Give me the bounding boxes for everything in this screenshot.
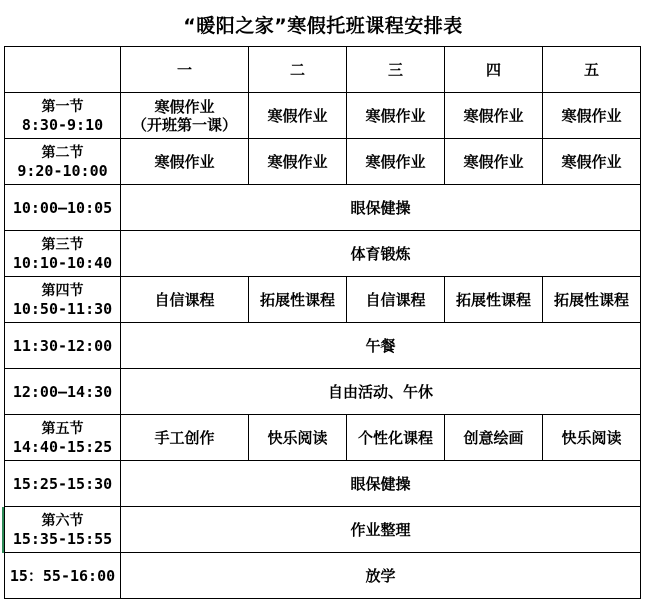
course-cell[interactable]: 拓展性课程 [445, 277, 543, 323]
course-cell[interactable]: 拓展性课程 [543, 277, 641, 323]
course-cell[interactable]: 快乐阅读 [249, 415, 347, 461]
course-cell[interactable]: 自信课程 [347, 277, 445, 323]
selected-cell-indicator [2, 507, 4, 553]
course-cell[interactable]: 寒假作业 [347, 139, 445, 185]
course-cell[interactable]: 手工创作 [121, 415, 249, 461]
table-row [5, 277, 641, 323]
time-range: 9:20-10:00 [17, 161, 108, 180]
course-cell[interactable]: 寒假作业 [543, 93, 641, 139]
time-cell[interactable] [5, 415, 121, 461]
course-cell[interactable]: 快乐阅读 [543, 415, 641, 461]
time-range: 10:50-11:30 [12, 299, 113, 318]
course-cell[interactable]: 寒假作业 [347, 93, 445, 139]
merged-activity-cell[interactable]: 午餐 [121, 323, 641, 369]
table-title: “暖阳之家”寒假托班课程安排表 [183, 15, 463, 37]
period-label: 第二节 [41, 144, 84, 161]
period-label: 第六节 [41, 512, 84, 529]
time-range: 15:35-15:55 [12, 529, 113, 548]
time-range: 12:00—14:30 [12, 382, 113, 401]
merged-activity-cell[interactable]: 放学 [121, 553, 641, 599]
time-range: 15:25-15:30 [12, 474, 113, 493]
time-range: 10:10-10:40 [12, 253, 113, 272]
merged-activity-cell[interactable]: 自由活动、午休 [121, 369, 641, 415]
course-cell[interactable]: 寒假作业 [249, 93, 347, 139]
merged-activity-cell[interactable]: 体育锻炼 [121, 231, 641, 277]
schedule-table [4, 46, 641, 599]
period-label: 第三节 [41, 236, 84, 253]
time-cell[interactable] [5, 93, 121, 139]
course-cell[interactable]: 拓展性课程 [249, 277, 347, 323]
table-row [5, 139, 641, 185]
time-cell[interactable] [5, 461, 121, 507]
day-header-thu[interactable]: 四 [445, 47, 543, 93]
period-label: 第四节 [41, 282, 84, 299]
header-row [5, 47, 641, 93]
corner-cell[interactable] [5, 47, 121, 93]
course-cell[interactable] [121, 93, 249, 139]
table-row [5, 93, 641, 139]
day-header-fri[interactable]: 五 [543, 47, 641, 93]
time-range: 11:30-12:00 [12, 336, 113, 355]
table-row [5, 507, 641, 553]
merged-activity-cell[interactable]: 作业整理 [121, 507, 641, 553]
time-range: 10:00—10:05 [12, 198, 113, 217]
time-range: 15：55-16:00 [9, 566, 116, 585]
time-cell[interactable] [5, 369, 121, 415]
time-range: 14:40-15:25 [12, 437, 113, 456]
course-cell[interactable]: 寒假作业 [249, 139, 347, 185]
table-row [5, 461, 641, 507]
day-header-mon[interactable]: 一 [121, 47, 249, 93]
table-row [5, 553, 641, 599]
merged-activity-cell[interactable]: 眼保健操 [121, 461, 641, 507]
period-label: 第五节 [41, 420, 84, 437]
course-cell[interactable]: 寒假作业 [543, 139, 641, 185]
merged-activity-cell[interactable]: 眼保健操 [121, 185, 641, 231]
table-row [5, 231, 641, 277]
time-cell[interactable] [5, 231, 121, 277]
period-label: 第一节 [41, 98, 84, 115]
course-cell[interactable]: 个性化课程 [347, 415, 445, 461]
course-cell[interactable]: 寒假作业 [121, 139, 249, 185]
table-row [5, 415, 641, 461]
table-row [5, 323, 641, 369]
day-header-wed[interactable]: 三 [347, 47, 445, 93]
time-cell[interactable] [5, 277, 121, 323]
time-cell[interactable] [5, 553, 121, 599]
table-row [5, 369, 641, 415]
course-cell[interactable]: 创意绘画 [445, 415, 543, 461]
time-range: 8:30-9:10 [21, 115, 104, 134]
time-cell[interactable] [5, 323, 121, 369]
time-cell[interactable] [5, 507, 121, 553]
course-label: 寒假作业 （开班第一课） [131, 97, 237, 134]
day-header-tue[interactable]: 二 [249, 47, 347, 93]
course-cell[interactable]: 寒假作业 [445, 93, 543, 139]
course-cell[interactable]: 寒假作业 [445, 139, 543, 185]
time-cell[interactable] [5, 139, 121, 185]
table-row [5, 185, 641, 231]
time-cell[interactable] [5, 185, 121, 231]
course-cell[interactable]: 自信课程 [121, 277, 249, 323]
